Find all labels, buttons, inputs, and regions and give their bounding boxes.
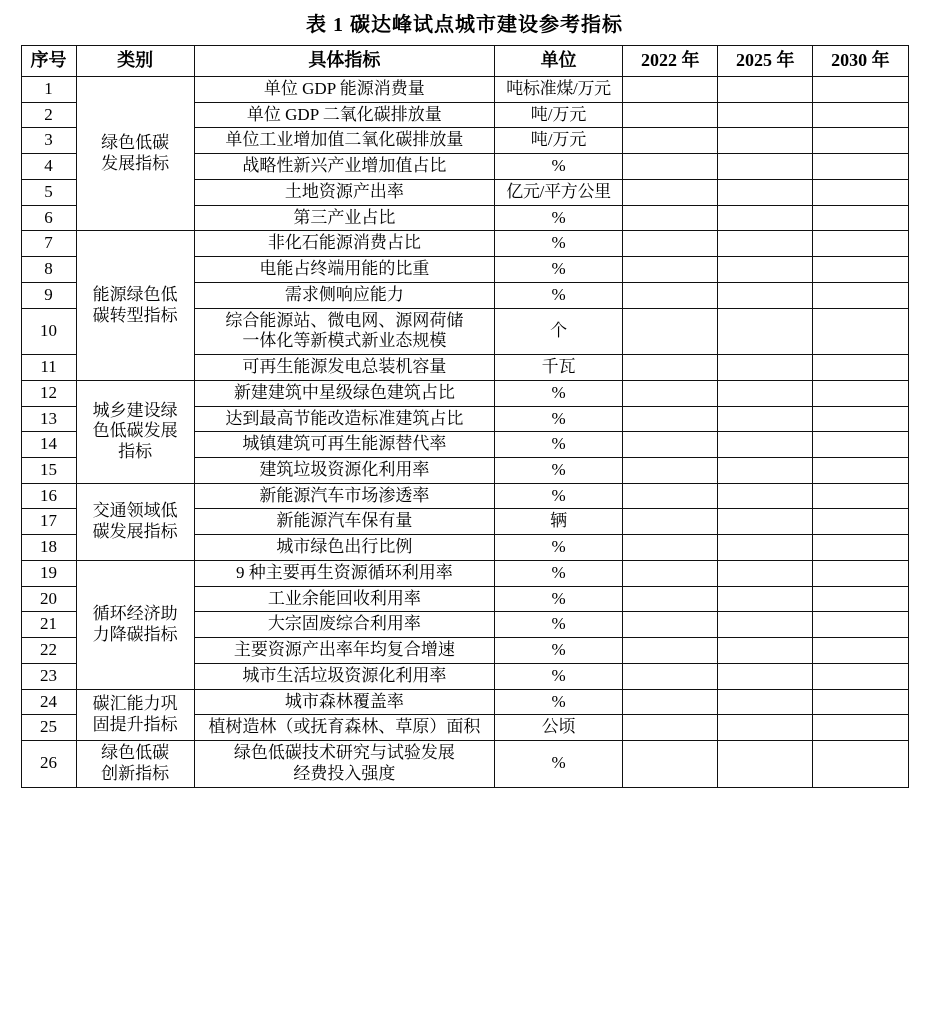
cell-2030[interactable] — [813, 458, 908, 484]
cell-no: 5 — [21, 179, 76, 205]
cell-unit: 个 — [495, 308, 623, 354]
cell-2022[interactable] — [623, 205, 718, 231]
cell-unit: % — [495, 205, 623, 231]
cell-2025[interactable] — [718, 458, 813, 484]
cell-no: 2 — [21, 102, 76, 128]
cell-2025[interactable] — [718, 509, 813, 535]
cell-2025[interactable] — [718, 586, 813, 612]
cell-no: 26 — [21, 741, 76, 787]
cell-unit: % — [495, 406, 623, 432]
cell-no: 13 — [21, 406, 76, 432]
cell-2025[interactable] — [718, 432, 813, 458]
cell-indicator: 绿色低碳技术研究与试验发展 经费投入强度 — [194, 741, 494, 787]
cell-indicator: 单位 GDP 能源消费量 — [194, 77, 494, 103]
table-row — [21, 689, 908, 715]
cell-no: 14 — [21, 432, 76, 458]
cell-2022[interactable] — [623, 509, 718, 535]
cell-unit: 吨/万元 — [495, 102, 623, 128]
cell-unit: % — [495, 458, 623, 484]
cell-2022[interactable] — [623, 231, 718, 257]
column-header-unit: 单位 — [495, 46, 623, 77]
cell-no: 11 — [21, 355, 76, 381]
cell-indicator: 电能占终端用能的比重 — [194, 257, 494, 283]
cell-2030[interactable] — [813, 432, 908, 458]
cell-2025[interactable] — [718, 380, 813, 406]
cell-unit: % — [495, 586, 623, 612]
cell-no: 7 — [21, 231, 76, 257]
cell-no: 10 — [21, 308, 76, 354]
cell-unit: % — [495, 380, 623, 406]
cell-no: 19 — [21, 560, 76, 586]
column-header-indicator: 具体指标 — [194, 46, 494, 77]
cell-no: 17 — [21, 509, 76, 535]
cell-2022[interactable] — [623, 282, 718, 308]
cell-2025[interactable] — [718, 77, 813, 103]
cell-no: 4 — [21, 154, 76, 180]
table-header-row — [21, 46, 908, 77]
cell-2025[interactable] — [718, 689, 813, 715]
cell-2022[interactable] — [623, 741, 718, 787]
cell-2025[interactable] — [718, 535, 813, 561]
cell-indicator: 第三产业占比 — [194, 205, 494, 231]
cell-unit: % — [495, 231, 623, 257]
cell-no: 16 — [21, 483, 76, 509]
cell-indicator: 城市森林覆盖率 — [194, 689, 494, 715]
cell-2022[interactable] — [623, 308, 718, 354]
cell-2022[interactable] — [623, 689, 718, 715]
cell-unit: 辆 — [495, 509, 623, 535]
cell-2022[interactable] — [623, 432, 718, 458]
cell-2025[interactable] — [718, 483, 813, 509]
cell-2022[interactable] — [623, 380, 718, 406]
indicators-table — [21, 45, 909, 788]
cell-2022[interactable] — [623, 257, 718, 283]
cell-category: 能源绿色低 碳转型指标 — [76, 231, 194, 380]
cell-2022[interactable] — [623, 128, 718, 154]
table-row — [21, 741, 908, 787]
cell-2030[interactable] — [813, 282, 908, 308]
cell-indicator: 达到最高节能改造标准建筑占比 — [194, 406, 494, 432]
cell-unit: % — [495, 432, 623, 458]
cell-indicator: 大宗固废综合利用率 — [194, 612, 494, 638]
cell-2022[interactable] — [623, 612, 718, 638]
cell-2022[interactable] — [623, 154, 718, 180]
cell-no: 9 — [21, 282, 76, 308]
column-header-2022: 2022 年 — [623, 46, 718, 77]
cell-2022[interactable] — [623, 77, 718, 103]
cell-unit: 吨/万元 — [495, 128, 623, 154]
cell-2025[interactable] — [718, 638, 813, 664]
cell-indicator: 单位工业增加值二氧化碳排放量 — [194, 128, 494, 154]
cell-2030[interactable] — [813, 154, 908, 180]
table-row — [21, 560, 908, 586]
cell-2030[interactable] — [813, 741, 908, 787]
table-row — [21, 231, 908, 257]
cell-2025[interactable] — [718, 663, 813, 689]
cell-2025[interactable] — [718, 102, 813, 128]
cell-2030[interactable] — [813, 308, 908, 354]
cell-2025[interactable] — [718, 560, 813, 586]
cell-2030[interactable] — [813, 380, 908, 406]
cell-2030[interactable] — [813, 612, 908, 638]
cell-2030[interactable] — [813, 355, 908, 381]
cell-category: 城乡建设绿 色低碳发展 指标 — [76, 380, 194, 483]
cell-no: 15 — [21, 458, 76, 484]
cell-category: 绿色低碳 发展指标 — [76, 77, 194, 231]
cell-2022[interactable] — [623, 483, 718, 509]
cell-indicator: 新建建筑中星级绿色建筑占比 — [194, 380, 494, 406]
cell-indicator: 主要资源产出率年均复合增速 — [194, 638, 494, 664]
cell-2025[interactable] — [718, 231, 813, 257]
cell-category: 交通领域低 碳发展指标 — [76, 483, 194, 560]
cell-no: 22 — [21, 638, 76, 664]
cell-2030[interactable] — [813, 205, 908, 231]
cell-indicator: 植树造林（或抚育森林、草原）面积 — [194, 715, 494, 741]
cell-indicator: 非化石能源消费占比 — [194, 231, 494, 257]
cell-2030[interactable] — [813, 483, 908, 509]
cell-no: 20 — [21, 586, 76, 612]
cell-2022[interactable] — [623, 560, 718, 586]
cell-unit: 亿元/平方公里 — [495, 179, 623, 205]
cell-2030[interactable] — [813, 102, 908, 128]
cell-indicator: 综合能源站、微电网、源网荷储 一体化等新模式新业态规模 — [194, 308, 494, 354]
cell-unit: % — [495, 612, 623, 638]
cell-2030[interactable] — [813, 689, 908, 715]
cell-indicator: 土地资源产出率 — [194, 179, 494, 205]
cell-no: 24 — [21, 689, 76, 715]
cell-2022[interactable] — [623, 535, 718, 561]
cell-unit: % — [495, 689, 623, 715]
cell-2025[interactable] — [718, 128, 813, 154]
cell-unit: % — [495, 257, 623, 283]
cell-2030[interactable] — [813, 535, 908, 561]
cell-indicator: 新能源汽车市场渗透率 — [194, 483, 494, 509]
cell-unit: 千瓦 — [495, 355, 623, 381]
cell-2022[interactable] — [623, 586, 718, 612]
cell-indicator: 工业余能回收利用率 — [194, 586, 494, 612]
cell-2022[interactable] — [623, 102, 718, 128]
cell-unit: 吨标准煤/万元 — [495, 77, 623, 103]
cell-2025[interactable] — [718, 257, 813, 283]
cell-indicator: 城镇建筑可再生能源替代率 — [194, 432, 494, 458]
cell-2030[interactable] — [813, 509, 908, 535]
cell-unit: % — [495, 638, 623, 664]
cell-2030[interactable] — [813, 179, 908, 205]
table-row — [21, 77, 908, 103]
cell-2022[interactable] — [623, 663, 718, 689]
cell-indicator: 城市绿色出行比例 — [194, 535, 494, 561]
cell-unit: % — [495, 535, 623, 561]
cell-2030[interactable] — [813, 663, 908, 689]
cell-2025[interactable] — [718, 308, 813, 354]
cell-2025[interactable] — [718, 612, 813, 638]
cell-2030[interactable] — [813, 77, 908, 103]
cell-2022[interactable] — [623, 179, 718, 205]
cell-2025[interactable] — [718, 355, 813, 381]
cell-2025[interactable] — [718, 406, 813, 432]
cell-2025[interactable] — [718, 154, 813, 180]
cell-no: 12 — [21, 380, 76, 406]
cell-no: 1 — [21, 77, 76, 103]
cell-2030[interactable] — [813, 231, 908, 257]
cell-indicator: 城市生活垃圾资源化利用率 — [194, 663, 494, 689]
cell-indicator: 战略性新兴产业增加值占比 — [194, 154, 494, 180]
cell-2030[interactable] — [813, 638, 908, 664]
cell-2030[interactable] — [813, 128, 908, 154]
cell-no: 18 — [21, 535, 76, 561]
cell-2025[interactable] — [718, 179, 813, 205]
cell-no: 25 — [21, 715, 76, 741]
cell-no: 23 — [21, 663, 76, 689]
cell-2030[interactable] — [813, 406, 908, 432]
cell-category: 循环经济助 力降碳指标 — [76, 560, 194, 689]
cell-indicator: 新能源汽车保有量 — [194, 509, 494, 535]
cell-2030[interactable] — [813, 586, 908, 612]
cell-2025[interactable] — [718, 282, 813, 308]
cell-no: 8 — [21, 257, 76, 283]
cell-2030[interactable] — [813, 257, 908, 283]
table-body — [21, 77, 908, 788]
cell-unit: 公顷 — [495, 715, 623, 741]
column-header-2025: 2025 年 — [718, 46, 813, 77]
cell-unit: % — [495, 663, 623, 689]
column-header-category: 类别 — [76, 46, 194, 77]
column-header-no: 序号 — [21, 46, 76, 77]
cell-indicator: 9 种主要再生资源循环利用率 — [194, 560, 494, 586]
cell-no: 21 — [21, 612, 76, 638]
cell-category: 绿色低碳 创新指标 — [76, 741, 194, 787]
cell-2025[interactable] — [718, 715, 813, 741]
cell-2030[interactable] — [813, 715, 908, 741]
cell-2022[interactable] — [623, 458, 718, 484]
cell-unit: % — [495, 483, 623, 509]
cell-category: 碳汇能力巩 固提升指标 — [76, 689, 194, 740]
cell-indicator: 需求侧响应能力 — [194, 282, 494, 308]
cell-indicator: 建筑垃圾资源化利用率 — [194, 458, 494, 484]
column-header-2030: 2030 年 — [813, 46, 908, 77]
page-title: 表 1 碳达峰试点城市建设参考指标 — [306, 14, 623, 36]
cell-no: 3 — [21, 128, 76, 154]
cell-2025[interactable] — [718, 741, 813, 787]
cell-indicator: 可再生能源发电总装机容量 — [194, 355, 494, 381]
cell-2025[interactable] — [718, 205, 813, 231]
cell-unit: % — [495, 560, 623, 586]
cell-2030[interactable] — [813, 560, 908, 586]
cell-2022[interactable] — [623, 355, 718, 381]
cell-unit: % — [495, 154, 623, 180]
cell-no: 6 — [21, 205, 76, 231]
table-row — [21, 380, 908, 406]
cell-unit: % — [495, 741, 623, 787]
table-row — [21, 483, 908, 509]
cell-2022[interactable] — [623, 715, 718, 741]
cell-unit: % — [495, 282, 623, 308]
cell-2022[interactable] — [623, 638, 718, 664]
cell-indicator: 单位 GDP 二氧化碳排放量 — [194, 102, 494, 128]
cell-2022[interactable] — [623, 406, 718, 432]
